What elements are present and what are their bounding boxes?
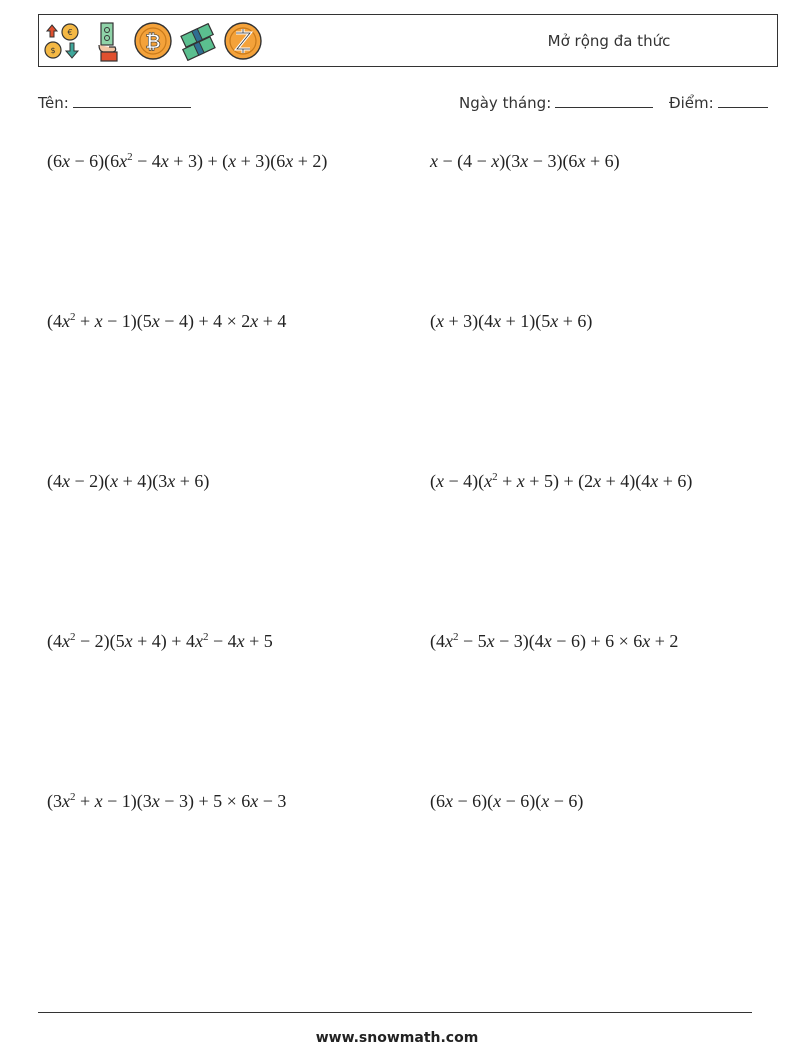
expression-text: (4 (47, 311, 62, 331)
problem-4 (430, 311, 592, 332)
variable-x: x (94, 791, 103, 811)
expression-text: − 1)(3 (102, 791, 152, 811)
problem-6 (430, 471, 692, 492)
score-field (669, 93, 768, 112)
worksheet-title: Mở rộng đa thức (547, 32, 671, 50)
exponent: 2 (202, 631, 209, 643)
problem-7 (47, 631, 273, 652)
expression-text: − 6) (549, 791, 584, 811)
variable-x: x (151, 791, 160, 811)
expression-text: − 5 (458, 631, 487, 651)
variable-x: x (119, 151, 128, 171)
variable-x: x (236, 631, 245, 651)
expression-text: − 3)(6 (528, 151, 578, 171)
variable-x: x (62, 631, 70, 651)
expression-text: + 6) (175, 471, 210, 491)
expression-text: + 3)(4 (444, 311, 494, 331)
exponent: 2 (70, 791, 76, 803)
expression-text: − 3 (258, 791, 287, 811)
variable-x: x (650, 471, 659, 491)
variable-x: x (124, 631, 133, 651)
exponent: 2 (492, 471, 498, 483)
footer-url[interactable]: www.snowmath.com (315, 1030, 479, 1046)
variable-x: x (250, 791, 259, 811)
expression-text: + 4) + 4 (132, 631, 195, 651)
variable-x: x (543, 631, 552, 651)
problem-9 (47, 791, 286, 812)
currency-exchange-icon (43, 21, 83, 61)
variable-x: x (593, 471, 602, 491)
worksheet-header (38, 14, 778, 67)
expression-text: )(3 (499, 151, 521, 171)
bitcoin-coin-icon (133, 21, 173, 61)
expression-text: + 6) (658, 471, 693, 491)
expression-text: + 6) (585, 151, 620, 171)
date-label: Ngày tháng: (459, 94, 552, 112)
expression-text: − 4) + 4 × 2 (159, 311, 251, 331)
variable-x: x (516, 471, 525, 491)
variable-x: x (62, 791, 70, 811)
svg-text:$: $ (50, 46, 56, 55)
score-label: Điểm: (669, 94, 714, 112)
variable-x: x (577, 151, 586, 171)
expression-text: − 2)( (70, 471, 111, 491)
expression-text: + 6) (558, 311, 593, 331)
exponent: 2 (127, 151, 133, 163)
variable-x: x (194, 631, 203, 651)
expression-text: + 5) + (2 (524, 471, 594, 491)
expression-text: (6 (430, 791, 445, 811)
variable-x: x (550, 311, 559, 331)
variable-x: x (541, 791, 550, 811)
variable-x: x (167, 471, 176, 491)
expression-text: (6 (47, 151, 62, 171)
expression-text: + 3) + ( (168, 151, 229, 171)
expression-text: + 2 (650, 631, 679, 651)
expression-text: − (4 − (438, 151, 492, 171)
variable-x: x (520, 151, 529, 171)
expression-text: − 4 (132, 151, 161, 171)
variable-x: x (430, 151, 438, 171)
variable-x: x (62, 471, 70, 491)
expression-text: + 2) (293, 151, 328, 171)
expression-text: (4 (47, 471, 62, 491)
variable-x: x (486, 631, 495, 651)
expression-text: + (497, 471, 517, 491)
problem-5 (47, 471, 209, 492)
expression-text: (4 (430, 631, 445, 651)
expression-text: − 4 (208, 631, 237, 651)
date-blank[interactable] (555, 93, 653, 108)
variable-x: x (94, 311, 103, 331)
expression-text: − 3) + 5 × 6 (159, 791, 251, 811)
variable-x: x (62, 151, 70, 171)
expression-text: + 5 (244, 631, 273, 651)
variable-x: x (445, 631, 453, 651)
variable-x: x (436, 311, 444, 331)
expression-text: + 4)(4 (601, 471, 651, 491)
variable-x: x (484, 471, 493, 491)
name-blank[interactable] (73, 93, 191, 108)
name-field (38, 93, 191, 112)
problem-2 (430, 151, 620, 172)
name-label: Tên: (38, 94, 69, 112)
hand-holding-cash-icon (95, 21, 123, 63)
variable-x: x (110, 471, 119, 491)
date-field (459, 93, 653, 112)
expression-text: − 6) + 6 × 6 (551, 631, 643, 651)
variable-x: x (436, 471, 444, 491)
expression-text: − 6)( (501, 791, 542, 811)
variable-x: x (493, 311, 502, 331)
problem-3 (47, 311, 286, 332)
zcash-coin-icon (223, 21, 263, 61)
variable-x: x (642, 631, 651, 651)
footer-divider (38, 1012, 752, 1013)
exponent: 2 (453, 631, 459, 643)
variable-x: x (285, 151, 294, 171)
expression-text: (3 (47, 791, 62, 811)
expression-text: ( (430, 311, 436, 331)
expression-text: ( (430, 471, 436, 491)
variable-x: x (445, 791, 453, 811)
money-bundles-icon (178, 23, 218, 61)
exponent: 2 (70, 311, 76, 323)
expression-text: + 4 (258, 311, 287, 331)
expression-text: − 4)( (444, 471, 485, 491)
expression-text: − 6)(6 (70, 151, 120, 171)
expression-text: + (75, 791, 95, 811)
expression-text: − 2)(5 (75, 631, 125, 651)
variable-x: x (228, 151, 237, 171)
expression-text: (4 (47, 631, 62, 651)
exponent: 2 (70, 631, 76, 643)
problem-10 (430, 791, 583, 812)
variable-x: x (493, 791, 502, 811)
variable-x: x (250, 311, 259, 331)
variable-x: x (160, 151, 169, 171)
variable-x: x (151, 311, 160, 331)
expression-text: + 4)(3 (118, 471, 168, 491)
svg-text:€: € (67, 28, 73, 37)
variable-x: x (62, 311, 70, 331)
svg-text:₿: ₿ (145, 31, 161, 53)
expression-text: + (75, 311, 95, 331)
expression-text: + 3)(6 (236, 151, 286, 171)
expression-text: − 1)(5 (102, 311, 152, 331)
problem-1 (47, 151, 327, 172)
variable-x: x (491, 151, 500, 171)
score-blank[interactable] (718, 93, 768, 108)
expression-text: − 3)(4 (494, 631, 544, 651)
expression-text: − 6)( (453, 791, 494, 811)
problem-8 (430, 631, 678, 652)
expression-text: + 1)(5 (501, 311, 551, 331)
